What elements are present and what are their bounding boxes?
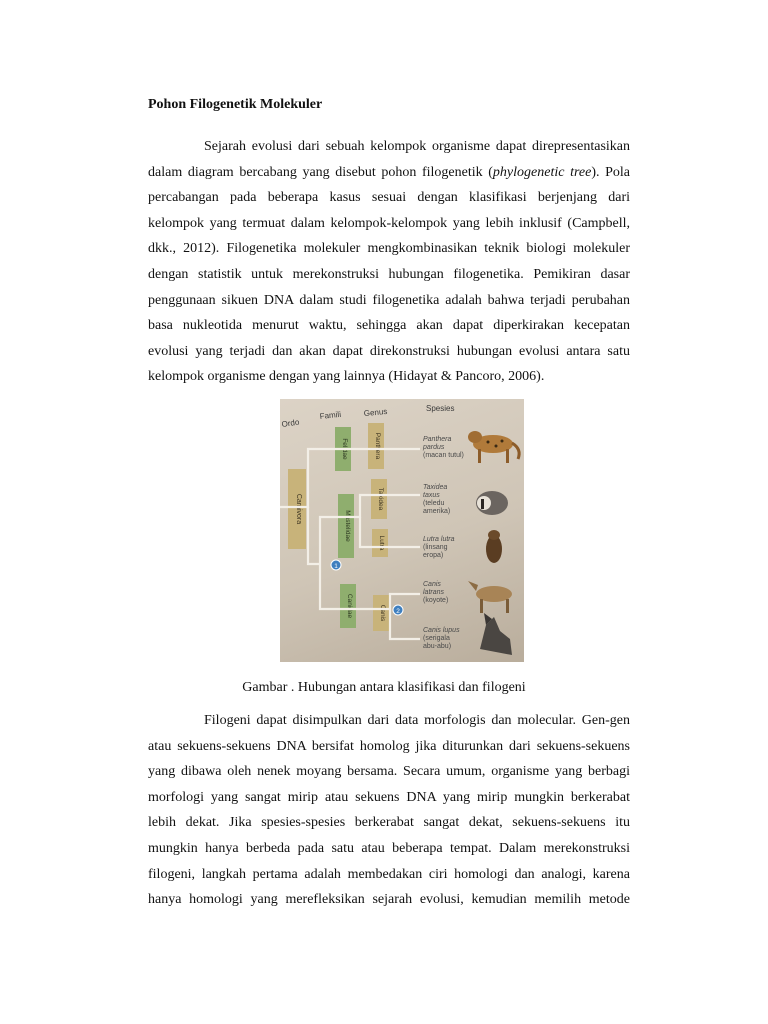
paragraph-line: kelompok yang termuat dalam kelompok-kelompok yang lebih inklusif (Campbell, [148,215,630,231]
species-latin: taxus [423,492,440,499]
phylogeny-diagram [280,399,524,662]
paragraph-line: yang dibawa oleh nenek moyang bersama. Secara umum, organisme yang berbagi [148,764,630,780]
species-labels [422,436,464,650]
line-text: ). Pola [591,164,631,180]
famili-label: Felidae [341,438,348,460]
genus-label: Taxidea [377,487,384,511]
paragraph-line [148,160,630,186]
paragraph-line: morfologi yang sangat mirip atau sekuens DNA yang mirip mungkin berkerabat [148,789,630,805]
paragraph-1 [148,134,630,390]
phylogeny-figure [280,399,524,662]
species-common: (linsang [423,544,448,551]
ordo-label: Carnivora [295,493,302,525]
genus-label: Panthera [374,432,381,460]
paragraph-line: filogeni, langkah pertama adalah membedakan ciri homologi dan analogi, karena [148,866,630,882]
paragraph-line: lebih dekat. Jika spesies-spesies berkerabat sangat dekat, sekuens-sekuens itu [148,815,630,831]
paragraph-line: basa nukleotida menurut waktu, sehingga akan dapat diperkirakan kecepatan [148,318,630,334]
paragraph-line: mungkin hanya berbeda pada satu atau beberapa tempat. Dalam merekonstruksi [148,840,630,856]
node-label: 2 [396,608,400,615]
paragraph-line: dkk., 2012). Filogenetika molekuler mengkombinasikan teknik biologi molekuler [148,241,630,257]
species-common: eropa) [423,552,444,559]
header-genus: Genus [363,406,388,418]
species-common: (macan tutul) [423,452,464,459]
otter-illustration [486,530,502,563]
species-latin: Lutra lutra [423,536,455,543]
section-heading: Pohon Filogenetik Molekuler [148,97,323,112]
paragraph-2 [148,708,630,913]
species-common: abu-abu) [423,643,452,650]
famili-label: Canidae [346,593,353,619]
italic-term: phylogenetic tree [492,164,592,180]
species-latin: Canis lupus [423,627,460,634]
header-spesies: Spesies [426,404,455,413]
leopard-illustration [468,431,519,463]
header-famili: Famili [319,409,342,421]
paragraph-line: hanya homologi yang merefleksikan sejarah evolusi, kemudian memilih metode [148,892,630,908]
species-latin: Panthera [423,436,452,443]
species-latin: latrans [423,589,445,596]
species-latin: Taxidea [423,484,448,491]
badger-illustration [476,491,508,515]
paragraph-line: penggunaan sikuen DNA dalam studi filogenetika adalah bahwa terjadi perubahan [148,292,630,308]
paragraph-line: dengan statistik untuk merekonstruksi hubungan filogenetika. Pemikiran dasar [148,266,630,282]
paragraph-line: atau sekuens-sekuens DNA bersifat homolog jika diturunkan dari sekuens-sekuens [148,738,630,754]
species-common: amerika) [423,508,451,515]
paragraph-line: Sejarah evolusi dari sebuah kelompok organisme dapat direpresentasikan [204,139,630,154]
wolf-illustration [480,613,512,655]
famili-label: Mustelidae [344,510,351,542]
paragraph-line: Filogeni dapat disimpulkan dari data morfologis dan molecular. Gen-gen [204,713,630,728]
species-common: (serigala [423,635,450,642]
genus-label: Canis [379,604,386,622]
line-text: dalam diagram bercabang yang disebut pohon filogenetik ( [148,164,493,180]
species-latin: Canis [423,581,441,588]
species-common: (teledu [423,500,445,507]
coyote-illustration [468,581,512,613]
paragraph-line: evolusi yang terjadi dan akan dapat direkonstruksi hubungan evolusi antara satu [148,343,630,359]
species-latin: pardus [423,444,445,451]
paragraph-line: percabangan pada beberapa kasus sesuai dengan klasifikasi berjenjang dari [148,190,630,206]
header-ordo: Ordo [281,417,300,429]
genus-label: Lutra [378,535,385,551]
figure-caption: Gambar . Hubungan antara klasifikasi dan filogeni [242,680,526,695]
paragraph-line: kelompok organisme dengan yang lainnya (Hidayat & Pancoro, 2006). [148,369,545,385]
species-common: (koyote) [423,597,449,604]
node-label: 1 [334,563,338,570]
